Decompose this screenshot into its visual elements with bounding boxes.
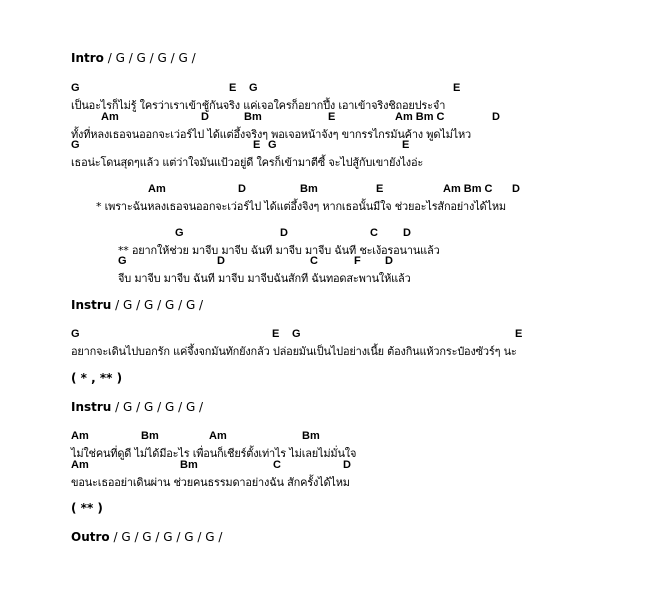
chord: E [453,82,461,94]
repeat-marker: ( * , ** ) [71,371,123,385]
instru-header [71,400,203,414]
lyric-line: ** อยากให้ช่วย มาจีบ มาจีบ ฉันที มาจีบ มาจีบ ฉันที ชะเง้อรอนานแล้ว [118,244,440,257]
chord: Bm [141,430,159,442]
chord: G [292,328,301,340]
chord: E [402,139,410,151]
chord: Bm [244,111,262,123]
chord: C [370,227,378,239]
chord-progression: / G / G / G / G / [103,51,196,65]
chord: E [328,111,336,123]
section-label: Instru [71,400,112,414]
chord: E [229,82,237,94]
chord: G [71,82,80,94]
chord-progression: / G / G / G / G / [111,298,204,312]
chord: Bm [302,430,320,442]
section-label: Outro [71,530,110,544]
chord: E [376,183,384,195]
chord: Am Bm C [395,111,445,123]
chord: E [515,328,523,340]
lyric-line: ไม่ใช่คนที่ดูดี ไม่ได้มีอะไร เพื่อนก็เชียร์ตั้งเท่าไร ไม่เลยไม่มั่นใจ [71,447,357,460]
chord: D [385,255,393,267]
chord: D [217,255,225,267]
chord: G [175,227,184,239]
chord: G [71,328,80,340]
chord: D [403,227,411,239]
chord: C [273,459,281,471]
chord: Am [148,183,166,195]
chord: D [492,111,500,123]
chord: C [310,255,318,267]
chord-progression: / G / G / G / G / G / [109,530,223,544]
lyric-line: ขอนะเธออย่าเดินผ่าน ช่วยคนธรรมดาอย่างฉัน สักครั้งได้ไหม [71,476,350,489]
repeat-marker: ( ** ) [71,501,103,515]
chord: Am [209,430,227,442]
chord: G [249,82,258,94]
lyric-line: * เพราะฉันหลงเธอจนออกจะเว่อร์ไป ได้แต่อึ้งจิงๆ หากเธอนั้นมีใจ ช่วยอะไรสักอย่างได้ไหม [96,200,506,213]
chord: D [201,111,209,123]
chord: Am [71,430,89,442]
chord: E [272,328,280,340]
lyric-line: จีบ มาจีบ มาจีบ ฉันที มาจีบ มาจีบฉันสักที ฉันทอดสะพานให้แล้ว [118,272,411,285]
lyric-line: อยากจะเดินไปบอกรัก แค่จึ้งจกมันทักยังกลัว ปล่อยมันเป็นไปอย่างเนี้ย ต้องกินแห้วกระป๋องซัวร์ๆ นะ [71,345,517,358]
chord: E [253,139,261,151]
chord: D [343,459,351,471]
chord: Bm [300,183,318,195]
section-label: Intro [71,51,104,65]
chord: Am [101,111,119,123]
chord: G [71,139,80,151]
chord: D [238,183,246,195]
chord: G [268,139,277,151]
chord: Am [71,459,89,471]
outro-header [71,530,222,544]
intro-header [71,51,196,65]
chord: D [512,183,520,195]
lyric-line: เป็นอะไรก็ไม่รู้ ใครว่าเราเข้าชู้กันจริง แค่เจอใครก็อยากปึ้ง เอาเข้าจริงชิถอยประจำ [71,99,446,112]
chord: F [354,255,361,267]
lyric-line: ทั้งที่หลงเธอจนออกจะเว่อร์ไป ได้แต่อึ้งจริงๆ พอเจอหน้าจังๆ ขากรรไกรมันค้าง พูดไม่ไหว [71,128,472,141]
lyric-line: เธอน่ะโดนสุดๆแล้ว แต่ว่าใจมันแป้วอยู่ดี ใครก็เข้ามาตีซี้ จะไปสู้กับเขายังไงอ่ะ [71,156,424,169]
section-label: Instru [71,298,112,312]
chord-progression: / G / G / G / G / [111,400,204,414]
chord: Bm [180,459,198,471]
chord: Am Bm C [443,183,493,195]
chord: D [280,227,288,239]
chord: G [118,255,127,267]
instru-header [71,298,203,312]
